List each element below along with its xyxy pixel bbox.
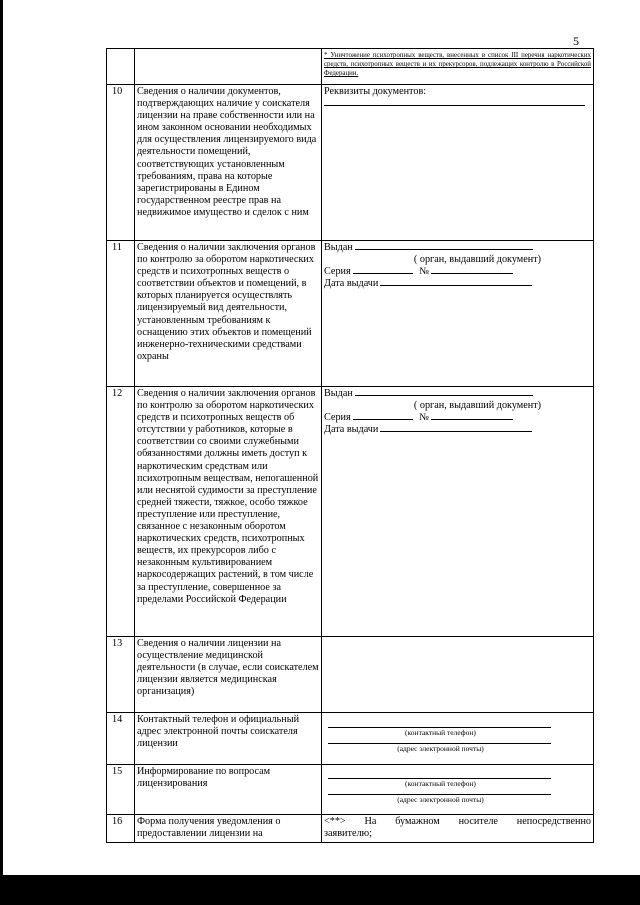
row-value-cell[interactable]	[322, 241, 594, 387]
delivery-option-paper-cont: заявителю;	[324, 828, 372, 840]
info-phone-caption: (контактный телефон)	[405, 779, 476, 788]
table-row-11	[107, 241, 594, 387]
page-number: 5	[573, 34, 579, 48]
table-row-10	[107, 85, 594, 241]
contact-email-caption: (адрес электронной почты)	[397, 744, 484, 753]
table-row-15	[107, 765, 594, 815]
row-name: Сведения о наличии документов, подтверждающих наличие у соискателя лицензии на праве собственности или на ином законном основании необходимых для осуществления лицензируемого вида деятельности помещений, соответствующих установленным требованиям, права на которые зарегистрированы в Едином государственном реестре прав на недвижимое имущество и сделок с ним	[135, 85, 322, 241]
row-value-cell[interactable]	[322, 713, 594, 765]
scan-left-edge	[0, 0, 3, 875]
table-row-14	[107, 713, 594, 765]
issuer-caption: ( орган, выдавший документ)	[413, 400, 542, 412]
row-number: 11	[107, 241, 135, 387]
row-name: Информирование по вопросам лицензирования	[135, 765, 322, 815]
row-number: 16	[107, 815, 135, 843]
series-line[interactable]	[353, 272, 413, 274]
issue-date-line[interactable]	[380, 284, 532, 286]
issued-by-line[interactable]	[355, 394, 533, 396]
table-row-continuation	[107, 49, 594, 85]
issued-by-line[interactable]	[355, 248, 533, 250]
contact-phone-caption: (контактный телефон)	[405, 728, 476, 737]
row-value-cell	[322, 49, 594, 85]
series-label: Серия	[324, 266, 351, 278]
number-line[interactable]	[431, 272, 513, 274]
row-value-cell[interactable]	[322, 637, 594, 713]
scan-right-margin	[611, 0, 640, 875]
table-row-16	[107, 815, 594, 843]
row-name: Сведения о наличии лицензии на осуществление медицинской деятельности (в случае, если соискателем лицензии является медицинская организация)	[135, 637, 322, 713]
table-row-13	[107, 637, 594, 713]
row-value-cell[interactable]	[322, 815, 594, 843]
issue-date-line[interactable]	[380, 430, 532, 432]
series-number-field[interactable]	[324, 412, 591, 424]
application-form-table	[106, 48, 594, 843]
row-number: 10	[107, 85, 135, 241]
table-row-12	[107, 387, 594, 637]
row-number: 14	[107, 713, 135, 765]
scan-bottom-border	[0, 875, 640, 905]
issued-by-field[interactable]	[324, 388, 591, 400]
issued-by-field[interactable]	[324, 242, 591, 254]
number-line[interactable]	[431, 418, 513, 420]
row-number: 12	[107, 387, 135, 637]
row-number: 15	[107, 765, 135, 815]
number-label: №	[419, 266, 429, 278]
row-value-cell[interactable]	[322, 85, 594, 241]
row-value-cell[interactable]	[322, 765, 594, 815]
row-name: Сведения о наличии заключения органов по контролю за оборотом наркотических средств и психотропных веществ об отсутствии у работников, которые в соответствии со своими служебными обязанностями должны иметь доступ к наркотическим средствам или психотропным веществам, непогашенной или неснятой судимости за преступление средней тяжести, тяжкое, особо тяжкое преступление или преступление, связанное с незаконным оборотом наркотических средств, психотропных веществ, их прекурсоров либо с незаконным культивированием наркосодержащих растений, в том числе за преступление, совершенное за пределами Российской Федерации	[135, 387, 322, 637]
info-email-caption: (адрес электронной почты)	[397, 795, 484, 804]
documents-details-label: Реквизиты документов:	[324, 86, 427, 97]
issue-date-field[interactable]	[324, 424, 591, 436]
issue-date-label: Дата выдачи	[324, 278, 379, 290]
issued-by-label: Выдан	[324, 388, 353, 399]
series-label: Серия	[324, 412, 351, 424]
row-name: Контактный телефон и официальный адрес электронной почты соискателя лицензии	[135, 713, 322, 765]
row-number: 13	[107, 637, 135, 713]
issue-date-label: Дата выдачи	[324, 424, 379, 436]
series-line[interactable]	[353, 418, 413, 420]
row-name-cell	[135, 49, 322, 85]
issuer-caption: ( орган, выдавший документ)	[413, 254, 542, 266]
row-value-cell[interactable]	[322, 387, 594, 637]
series-number-field[interactable]	[324, 266, 591, 278]
delivery-option-paper[interactable]: <**> На бумажном носителе непосредственно	[324, 816, 591, 827]
documents-details-line[interactable]	[324, 105, 585, 106]
number-label: №	[419, 412, 429, 424]
row-name: Форма получения уведомления о предоставлении лицензии на	[135, 815, 322, 843]
issue-date-field[interactable]	[324, 278, 591, 290]
row-number-cell	[107, 49, 135, 85]
issued-by-label: Выдан	[324, 242, 353, 253]
row-name: Сведения о наличии заключения органов по контролю за оборотом наркотических средств и психотропных веществ о соответствии объектов и помещений, в которых планируется осуществлять лицензируемый вид деятельности, установленным требованиям к оснащению этих объектов и помещений инженерно-техническими средствами охраны	[135, 241, 322, 387]
footnote-text: * Уничтожение психотропных веществ, внесенных в список III перечня наркотических средств, психотропных веществ и их прекурсоров, подлежащих контролю в Российской Федерации.	[324, 52, 591, 77]
